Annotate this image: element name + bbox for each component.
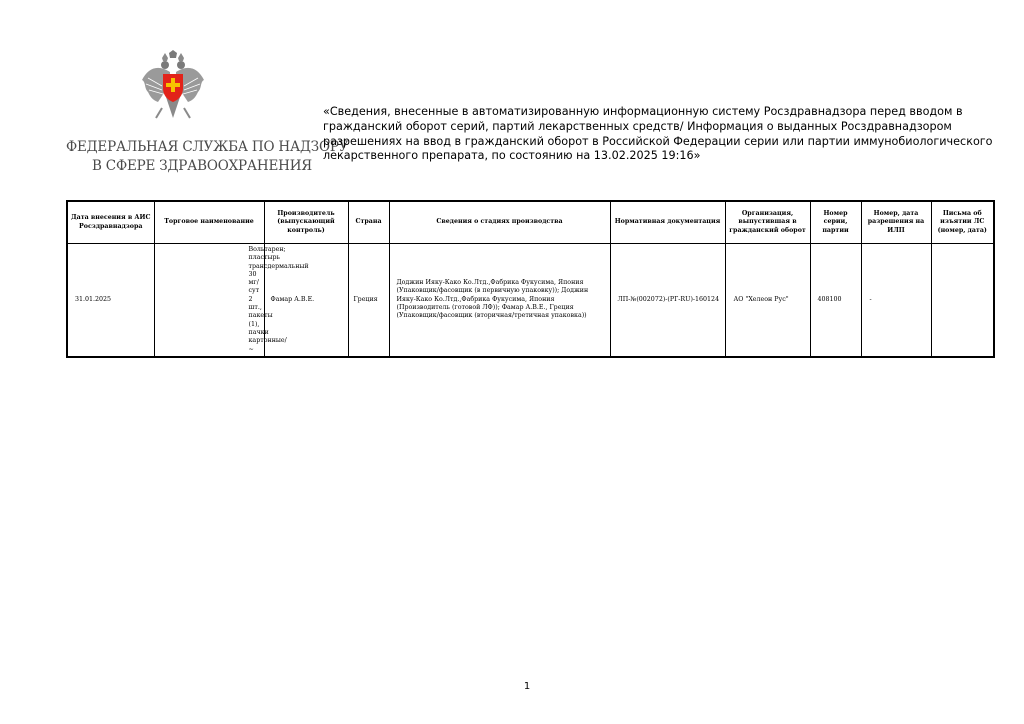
logo (62, 50, 349, 178)
col-header-trade-name: Торговое наименование (154, 201, 264, 244)
col-header-series: Номер серии, партии (810, 201, 861, 244)
cell-series: 408100 (810, 244, 861, 357)
col-header-date: Дата внесения в АИС Росздравнадзора (67, 201, 154, 244)
cell-permit: - (861, 244, 931, 357)
batches-table (66, 200, 995, 358)
org-name-line1: ФЕДЕРАЛЬНАЯ СЛУЖБА ПО НАДЗОРУ (66, 139, 349, 155)
col-header-withdrawal: Письма об изъятии ЛС (номер, дата) (931, 201, 994, 244)
table-row (67, 244, 994, 357)
col-header-organization: Организация, выпустившая в гражданский оборот (725, 201, 810, 244)
page-number: 1 (523, 681, 531, 692)
org-name-line2: В СФЕРЕ ЗДРАВООХРАНЕНИЯ (92, 158, 312, 174)
cell-withdrawal (931, 244, 994, 357)
document-title: «Сведения, внесенные в автоматизированную информационную систему Росздравнадзора перед вводом в гражданский оборот серий, партий лекарственных средств/ Информация о выданных Росздравнадзором разрешениях на ввод в гражданский оборот в Российской Федерации серии или партии иммунобиологического лекарственного препарата, по состоянию на 13.02.2025 19:16» (323, 105, 993, 163)
table-header-row (67, 201, 994, 244)
cell-stages: Доджин Ияку-Како Ко.Лтд.,Фабрика Фукусима, Япония (Упаковщик/фасовщик (в первичную упаковку)); Доджин Ияку-Како Ко.Лтд.,Фабрика Фукусима, Япония (Производитель (готовой ЛФ)); Фамар А.В.Е., Греция (Упаковщик/фасовщик (вторичная/третичная упаковка)) (389, 244, 610, 357)
double-headed-eagle-emblem-icon (140, 50, 206, 122)
cell-organization: АО "Хелеон Рус" (725, 244, 810, 357)
cell-manufacturer: Фамар А.В.Е. (264, 244, 348, 357)
cell-trade-name: Вольтарен; пластырь трансдермальный 30 мг/сут 2 шт., пакеты (1), пачки картонные/ ~ (154, 244, 264, 357)
col-header-permit: Номер, дата разрешения на ИЛП (861, 201, 931, 244)
cell-date: 31.01.2025 (67, 244, 154, 357)
col-header-normative-doc: Нормативная документация (610, 201, 725, 244)
col-header-stages: Сведения о стадиях производства (389, 201, 610, 244)
col-header-country: Страна (348, 201, 389, 244)
cell-country: Греция (348, 244, 389, 357)
col-header-manufacturer: Производитель (выпускающий контроль) (264, 201, 348, 244)
cell-normative-doc: ЛП-№(002072)-(РГ-RU)-160124 (610, 244, 725, 357)
